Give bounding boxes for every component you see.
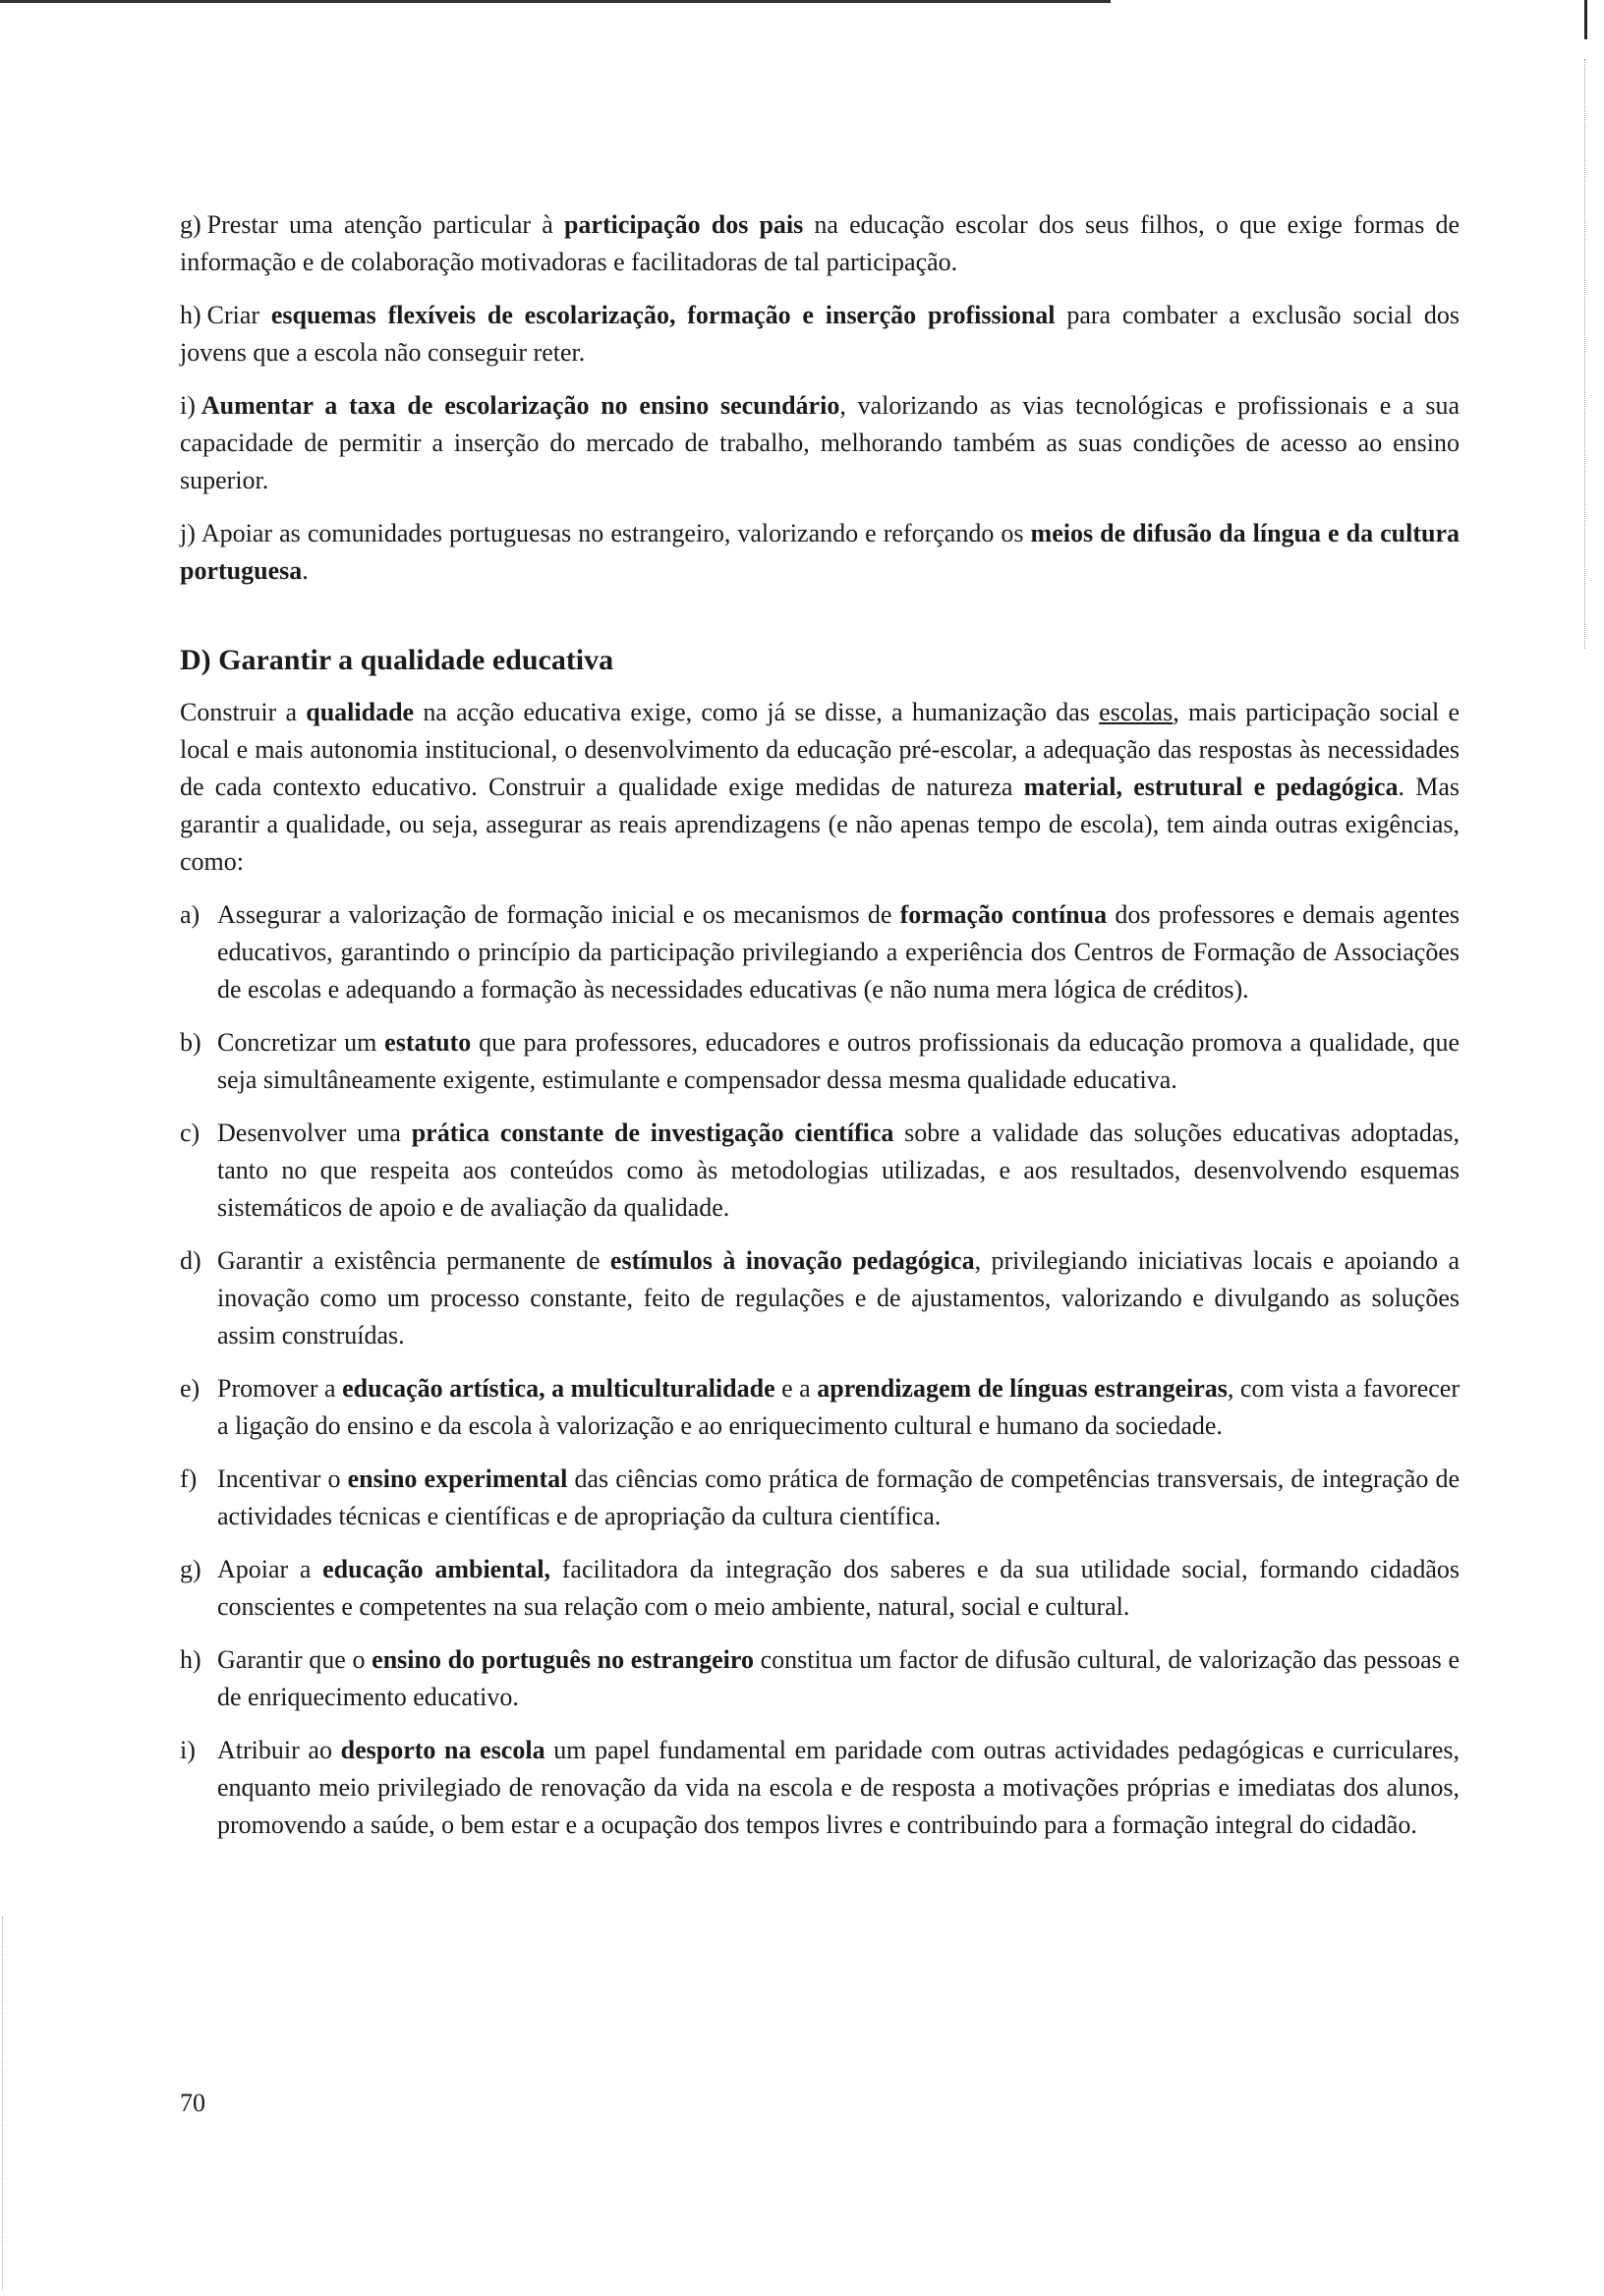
list-marker: c) [180,1119,200,1147]
text-run: constitua um factor de difusão cultural, de valorização das pessoas e de enriquecimento educativo. [217,1645,1461,1711]
list-marker: g) [180,210,201,239]
text-run: Assegurar a valorização de formação inicial e os mecanismos de [217,900,900,929]
text-run: Prestar uma atenção particular à [206,210,564,239]
list-item [180,1551,1460,1626]
text-run: dos professores e demais agentes educativos, garantindo o princípio da participação privilegiando a experiência dos Centros de Formação de Associações de escolas e adequando a formação às necessidades educativas (e não numa mera lógica de créditos). [217,900,1461,1004]
text-run: e a [774,1374,818,1403]
page-number: 70 [180,2089,205,2117]
list-marker: i) [180,391,196,420]
text-run: na educação escolar dos seus filhos, o que exige formas de informação e de colaboração motivadoras e facilitadoras de tal participação. [180,210,1461,276]
list-marker: j) [180,519,196,547]
top-list-item [180,297,1460,372]
text-run: que para professores, educadores e outros profissionais da educação promova a qualidade, que seja simultâneamente exigente, estimulante e compensador dessa mesma qualidade educativa. [217,1028,1460,1094]
bold-text: educação artística, a multiculturalidade [342,1374,775,1403]
bold-text: ensino experimental [347,1464,568,1493]
text-run: Garantir a existência permanente de [217,1246,610,1275]
list-item [180,1115,1460,1227]
document-page [180,206,1460,1860]
list-marker: e) [180,1374,200,1403]
text-run: Desenvolver uma [217,1119,412,1147]
bold-text: estatuto [384,1028,472,1057]
bold-text: qualidade [306,698,415,726]
underlined-text: escolas [1099,698,1174,726]
bold-text: esquemas flexíveis de escolarização, formação e inserção profissional [270,301,1056,329]
bold-text: estímulos à inovação pedagógica [609,1246,975,1275]
text-run: facilitadora da integração dos saberes e da sua utilidade social, formando cidadãos conscientes e competentes na sua relação com o meio ambiente, natural, social e cultural. [217,1555,1460,1621]
list-marker: a) [180,900,200,929]
text-run: sobre a validade das soluções educativas adoptadas, tanto no que respeita aos conteúdos como às metodologias utilizadas, e aos resultados, desenvolvendo esquemas sistemáticos de apoio e de avaliação da qualidade. [217,1119,1461,1222]
text-run: Garantir que o [217,1645,372,1674]
list-item [180,1242,1460,1354]
list-item-text [217,1732,1460,1844]
text-run: das ciências como prática de formação de competências transversais, de integração de actividades técnicas e científicas e de apropriação da cultura científica. [217,1464,1460,1530]
list-marker: g) [180,1555,201,1583]
list-item-text [217,896,1460,1008]
section-heading: D) Garantir a qualidade educativa [180,644,614,676]
list-marker: b) [180,1028,201,1057]
list-item [180,1461,1460,1535]
scan-edge-right-dots [1584,59,1586,649]
list-item-text [217,1242,1460,1354]
bold-text: aprendizagem de línguas estrangeiras [817,1374,1228,1403]
bold-text: Aumentar a taxa de escolarização no ensino secundário [200,391,840,420]
bold-text: participação dos pais [563,210,804,239]
text-run: . Mas garantir a qualidade, ou seja, assegurar as reais aprendizagens (e não apenas tempo de escola), tem ainda outras exigências, como: [180,773,1461,876]
text-run: . [302,556,309,585]
text-run: Criar [206,301,271,329]
text-run: Incentivar o [217,1464,348,1493]
bold-text: ensino do português no estrangeiro [372,1645,754,1674]
text-run: , valorizando as vias tecnológicas e profissionais e a sua capacidade de permitir a inserção do mercado de trabalho, melhorando também as suas condições de acesso ao ensino superior. [180,391,1460,494]
text-run: Concretizar um [217,1028,385,1057]
list-item [180,896,1460,1008]
section-intro [180,694,1460,881]
top-list-item [180,387,1460,499]
scan-edge-left-dots [2,1917,4,2290]
list-item [180,1370,1460,1445]
top-list-item [180,206,1460,281]
text-run: Atribuir ao [217,1736,341,1764]
bold-text: material, estrutural e pedagógica [1023,773,1399,801]
list-marker: f) [180,1464,198,1493]
scan-edge-right-mark [1584,0,1587,39]
bold-text: prática constante de investigação científica [411,1119,894,1147]
text-run: para combater a exclusão social dos jovens que a escola não conseguir reter. [180,301,1461,367]
text-run: Apoiar as comunidades portuguesas no estrangeiro, valorizando e reforçando os [200,519,1031,547]
text-run: um papel fundamental em paridade com outras actividades pedagógicas e curriculares, enquanto meio privilegiado de renovação da vida na escola e de resposta a motivações próprias e imediatas dos alunos, promovendo a saúde, o bem estar e a ocupação dos tempos livres e contribuindo para a formação integral do cidadão. [217,1736,1460,1839]
bold-text: desporto na escola [340,1736,545,1764]
top-list [180,206,1460,590]
list-item [180,1732,1460,1844]
text-run: , mais participação social e local e mais autonomia institucional, o desenvolvimento da educação pré-escolar, a adequação das respostas às necessidades de cada contexto educativo. Construir a qualidade exige medidas de natureza [180,698,1460,801]
top-list-item [180,515,1460,590]
list-item-text [217,1024,1460,1099]
text-run: na acção educativa exige, como já se disse, a humanização das [414,698,1100,726]
list-marker: h) [180,301,201,329]
text-run: , privilegiando iniciativas locais e apoiando a inovação como um processo constante, feito de regulações e de ajustamentos, valorizando e divulgando as soluções assim construídas. [217,1246,1460,1349]
list-item-text [217,1551,1460,1626]
bold-text: educação ambiental, [322,1555,551,1583]
list-marker: i) [180,1736,196,1764]
bold-text: meios de difusão da língua e da cultura portuguesa [180,519,1460,585]
list-marker: d) [180,1246,201,1275]
list-marker: h) [180,1645,201,1674]
list-item-text [217,1461,1460,1535]
text-run: Promover a [217,1374,343,1403]
list-item-text [217,1641,1460,1716]
bold-text: formação contínua [899,900,1108,929]
list-item-text [217,1115,1460,1227]
text-run: Construir a [180,698,307,726]
list-item-text [217,1370,1460,1445]
text-run: Apoiar a [217,1555,323,1583]
list-item [180,1024,1460,1099]
text-run: , com vista a favorecer a ligação do ensino e da escola à valorização e ao enriquecimento cultural e humano da sociedade. [217,1374,1460,1440]
list-item [180,1641,1460,1716]
scan-edge-top [0,0,1111,3]
section-list [180,896,1460,1844]
